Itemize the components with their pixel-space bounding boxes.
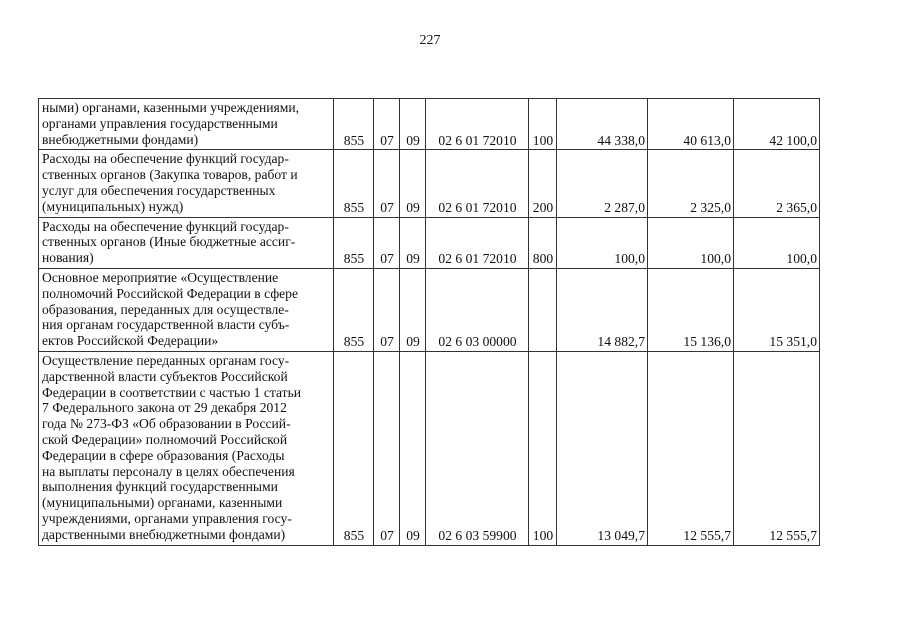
- amount-year3-cell: 12 555,7: [734, 351, 820, 545]
- target-article-code-cell: 02 6 01 72010: [426, 217, 529, 268]
- description-line: выполнения функций государственными: [42, 479, 278, 495]
- page-number: 227: [419, 33, 441, 48]
- target-article-code-cell: 02 6 03 00000: [426, 268, 529, 351]
- amount-year2-cell: 12 555,7: [648, 351, 734, 545]
- description-line: дарственными внебюджетными фондами): [42, 526, 286, 542]
- description-line: ектов Российской Федерации»: [42, 333, 219, 349]
- description-line: нования): [42, 250, 94, 266]
- amount-year2-cell: 40 613,0: [648, 99, 734, 150]
- description-line: (муниципальных) нужд): [42, 198, 184, 214]
- table-row: [39, 217, 820, 268]
- expense-description-cell: [39, 268, 334, 351]
- section-code-cell: 07: [374, 150, 400, 217]
- amount-year3-cell: 100,0: [734, 217, 820, 268]
- expense-type-code-cell: 800: [529, 217, 557, 268]
- expense-description-cell: [39, 217, 334, 268]
- description-line: ственных органов (Закупка товаров, работ и: [42, 167, 298, 183]
- amount-year3-cell: 15 351,0: [734, 268, 820, 351]
- section-code-cell: 07: [374, 268, 400, 351]
- expense-description-cell: [39, 99, 334, 150]
- description-line: Осуществление переданных органам госу-: [42, 352, 290, 368]
- description-line: ния органам государственной власти субъ-: [42, 317, 290, 333]
- expense-type-code-cell: 100: [529, 99, 557, 150]
- table-row: [39, 99, 820, 150]
- department-code-cell: 855: [334, 217, 374, 268]
- target-article-code-cell: 02 6 01 72010: [426, 99, 529, 150]
- description-line: внебюджетными фондами): [42, 131, 199, 147]
- description-line: Расходы на обеспечение функций государ-: [42, 151, 289, 167]
- description-line: года № 273-ФЗ «Об образовании в Россий-: [42, 416, 291, 432]
- table-row: [39, 268, 820, 351]
- description-line: Основное мероприятие «Осуществление: [42, 269, 279, 285]
- subsection-code-cell: 09: [400, 268, 426, 351]
- amount-year2-cell: 15 136,0: [648, 268, 734, 351]
- department-code-cell: 855: [334, 99, 374, 150]
- amount-year1-cell: 2 287,0: [557, 150, 648, 217]
- description-line: Расходы на обеспечение функций государ-: [42, 218, 289, 234]
- description-line: органами управления государственными: [42, 115, 278, 131]
- description-line: 7 Федерального закона от 29 декабря 2012: [42, 400, 287, 416]
- amount-year3-cell: 2 365,0: [734, 150, 820, 217]
- section-code-cell: 07: [374, 99, 400, 150]
- department-code-cell: 855: [334, 150, 374, 217]
- description-line: услуг для обеспечения государственных: [42, 182, 276, 198]
- description-line: на выплаты персоналу в целях обеспечения: [42, 463, 295, 479]
- table-row: [39, 351, 820, 545]
- budget-table-body: [39, 99, 820, 546]
- subsection-code-cell: 09: [400, 99, 426, 150]
- amount-year2-cell: 100,0: [648, 217, 734, 268]
- expense-type-code-cell: [529, 268, 557, 351]
- amount-year1-cell: 14 882,7: [557, 268, 648, 351]
- target-article-code-cell: 02 6 01 72010: [426, 150, 529, 217]
- amount-year3-cell: 42 100,0: [734, 99, 820, 150]
- budget-table: [38, 98, 820, 546]
- description-line: полномочий Российской Федерации в сфере: [42, 285, 298, 301]
- table-row: [39, 150, 820, 217]
- amount-year1-cell: 44 338,0: [557, 99, 648, 150]
- expense-description-cell: [39, 351, 334, 545]
- amount-year1-cell: 100,0: [557, 217, 648, 268]
- department-code-cell: 855: [334, 351, 374, 545]
- amount-year2-cell: 2 325,0: [648, 150, 734, 217]
- department-code-cell: 855: [334, 268, 374, 351]
- section-code-cell: 07: [374, 217, 400, 268]
- expense-type-code-cell: 100: [529, 351, 557, 545]
- expense-type-code-cell: 200: [529, 150, 557, 217]
- subsection-code-cell: 09: [400, 150, 426, 217]
- description-line: образования, переданных для осуществле-: [42, 301, 289, 317]
- description-line: Федерации в соответствии с частью 1 статьи: [42, 384, 302, 400]
- expense-description-cell: [39, 150, 334, 217]
- target-article-code-cell: 02 6 03 59900: [426, 351, 529, 545]
- description-line: ными) органами, казенными учреждениями,: [42, 100, 300, 115]
- amount-year1-cell: 13 049,7: [557, 351, 648, 545]
- description-line: дарственной власти субъектов Российской: [42, 368, 288, 384]
- subsection-code-cell: 09: [400, 217, 426, 268]
- description-line: ской Федерации» полномочий Российской: [42, 431, 288, 447]
- description-line: (муниципальными) органами, казенными: [42, 495, 283, 511]
- subsection-code-cell: 09: [400, 351, 426, 545]
- description-line: Федерации в сфере образования (Расходы: [42, 447, 285, 463]
- description-line: ственных органов (Иные бюджетные ассиг-: [42, 234, 296, 250]
- description-line: учреждениями, органами управления госу-: [42, 510, 292, 526]
- section-code-cell: 07: [374, 351, 400, 545]
